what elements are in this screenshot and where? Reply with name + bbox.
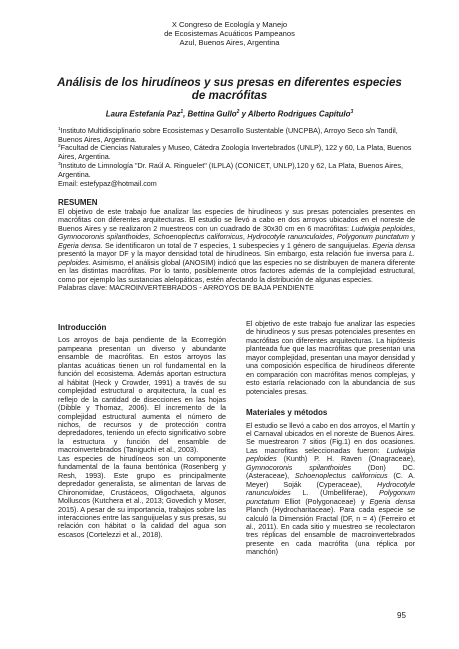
affiliation-3: $^3$Instituto de Limnología "Dr. Raúl A. Ringuelet" (ILPLA) (CONICET, UNLP),120 y 62, La Plata, Buenos Aires, Argentina. (58, 161, 403, 179)
conference-line-2: de Ecosistemas Acuáticos Pampeanos (164, 29, 295, 39)
keywords: Palabras clave: MACROINVERTEBRADOS - ARROYOS DE BAJA PENDIENTE (58, 283, 314, 293)
right-column (246, 320, 415, 557)
abstract-body: El objetivo de este trabajo fue analizar las especies de hirudíneos y sus presas potenciales presentes en macrófitas con diferentes arquitecturas. El estudio se llevó a cabo en dos arroyos ubicados en el noreste de Buenos Aires y se realizaron 2 muestreos con un cuadrado de 30x30 cm en 6 macrófitas: Ludwigia peploides, Gymnocoronis spilanthoides, Schoenoplectus californicus, Hydrocotyle ranunculoides, Polygonum punctatum y Egeria densa. Se identificaron un total de 7 especies, 1 subespecies y 1 género de sanguijuelas. Egeria densa presentó la mayor DF y la mayor densidad total de hirudíneos. Sin embargo, esta relación fue inversa para L. peploides. Asimismo, el análisis global (ANOSIM) indicó que las especies no se distribuyen de manera diferente en las distintas macrófitas. Por lo tanto, posiblemente otros factores además de la complejidad estructural, como por ejemplo las sustancias alelopáticas, estén afectando la distribución de algunas especies. Palabras clave: MACROINVERTEBRADOS - ARROYOS DE BAJA PENDIENTE (58, 207, 416, 293)
left-column (58, 324, 226, 539)
affiliation-1: $^1$Instituto Multidisciplinario sobre Ecosistemas y Desarrollo Sustentable (UNCPBA), Arroyo Seco s/n Tandil, Buenos Aires, Argentina. (58, 126, 398, 144)
author-1-affil: 1 (180, 109, 184, 115)
author-3: Alberto Rodrigues Capítulo (247, 109, 351, 119)
title-line-2: de macrófitas (191, 89, 268, 102)
author-sep: y (239, 109, 248, 119)
affiliation-2: $^2$Facultad de Ciencias Naturales y Museo, Cátedra Zoología Invertebrados (UNLP), 122 y 60, La Plata, Buenos Aires, Argentina. (58, 143, 412, 161)
author-2-affil: 2 (236, 109, 240, 115)
conference-header (0, 20, 459, 48)
abstract-heading: RESUMEN (58, 198, 98, 207)
conference-line-3: Azul, Buenos Aires, Argentina (179, 38, 280, 48)
author-1: Laura Estefanía Paz (105, 109, 181, 119)
title-line-1: Análisis de los hirudíneos y sus presas en diferentes especies (57, 76, 402, 89)
author-list (0, 109, 459, 119)
intro-paragraph-3: El objetivo de este trabajo fue analizar las especies de hirudíneos y sus presas potenciales presentes en macrófitas con diferentes arquitecturas. La hipótesis planteada fue que las macrófitas que presentan una mayor complejidad, presentan una mayor densidad y una composición específica de hirudíneos diferente en comparación con macrófitas menos complejas, y esto estaría relacionado con la abundancia de sus potenciales presas. (246, 319, 416, 396)
author-3-affil: 3 (350, 109, 354, 115)
methods-paragraph: El estudio se llevó a cabo en dos arroyos, el Martín y el Carnaval ubicados en el noreste de Buenos Aires. Se muestrearon 7 sitios (Fig.1) en dos ocasiones. Las macrofitas seleccionadas fueron: Ludwigia peploides (Kunth) P. H. Raven (Onagraceae), Gymnocoronis spilanthoides (Don) DC. (Asteraceae), Schoenoplectus californicus (C. A. Meyer) Soják (Cyperaceae), Hydrocotyle ranunculoides L. (Umbelliferae), Polygonum punctatum Elliot (Polygonaceae) y Egeria densa Planch (Hydrocharitaceae). Para cada especie se calculó la Dimensión Fractal (DF, n = 4) (Ferreiro et al., 2011). En cada sitio y muestreo se recolectaron tres réplicas del ensamble de macroinvertebrados presente en cada macrófita (una réplica por manchón) (246, 420, 416, 557)
methods-heading: Materiales y métodos (246, 408, 328, 418)
author-sep: , (183, 109, 188, 119)
page-number: 95 (397, 611, 406, 620)
intro-paragraph-2: Las especies de hirudíneos son un componente fundamental de la fauna bentónica (Rosenberg y Resh, 1993). Este grupo es principalmente depredador generalista, se alimentan de larvas de Chironomidae, Crustáceos, Oligochaeta, algunos Molluscos (Kutchera et al., 2013; Govedich y Moser, 2015). A pesar de su importancia, trabajos sobre las interacciones entre las sanguijuelas y sus presas, su relación con hábitat o la calidad del agua son escasos (Cortelezzi et al., 2018). (58, 453, 226, 539)
intro-heading: Introducción (58, 323, 107, 332)
author-2: Bettina Gullo (187, 109, 237, 119)
intro-paragraph-1: Los arroyos de baja pendiente de la Ecorregión pampeana presentan un diverso y abundante ensamble de macrófitas. En estos arroyos las plantas acuáticas tienen un rol fundamental en la función del ecosistema. Además aportan estructura al hábitat (Heck y Crowder, 1991) a través de su complejidad estructural o arquitectura, la cual es reflejo de la cantidad de disecciones en las hojas (Dibble y Thomaz, 2006). El incremento de la complejidad estructural aumenta el número de nichos, de recursos y de protección contra depredadores, teniendo un efecto significativo sobre la estructura y función del ensamble de macroinvertebrados (Taniguchi et al., 2003). (58, 335, 226, 455)
conference-line-1: X Congreso de Ecología y Manejo (171, 20, 288, 29)
author-email: Email: estefypaz@hotmail.com (58, 179, 157, 188)
paper-title (52, 76, 407, 102)
